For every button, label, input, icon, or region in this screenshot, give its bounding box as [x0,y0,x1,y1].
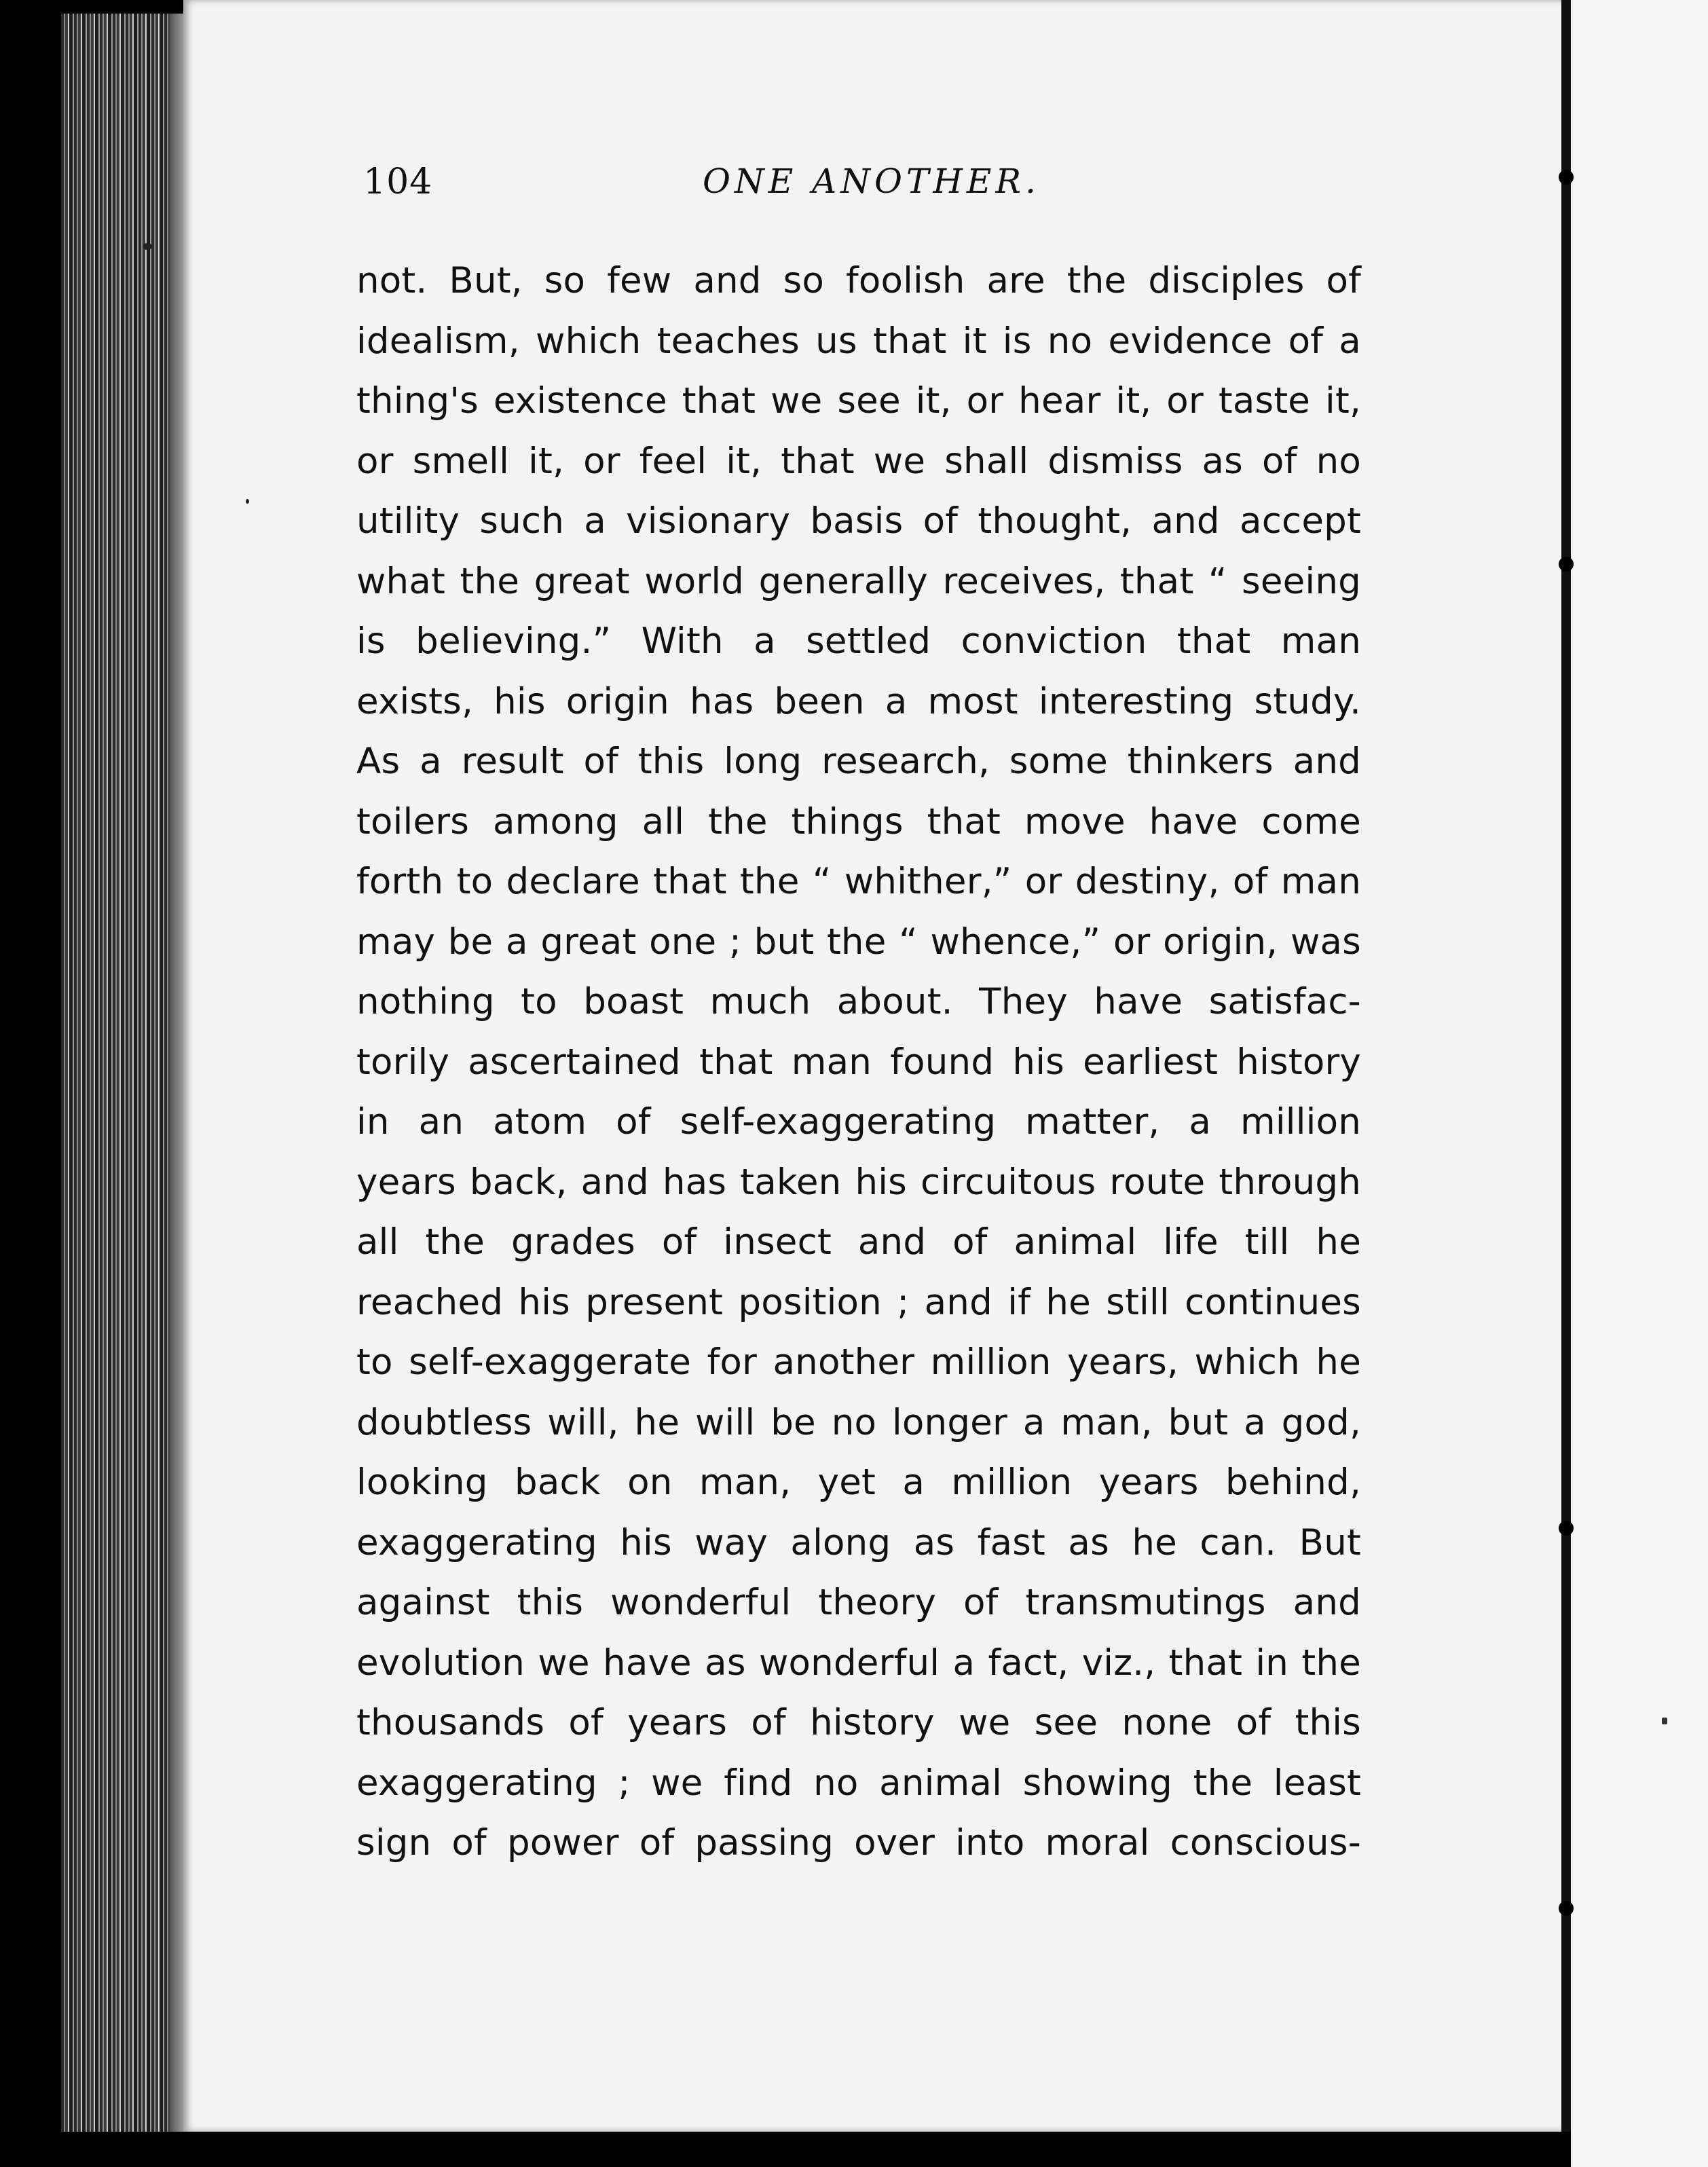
text-line: not. But, so few and so foolish are the disciples of [356,260,1361,301]
text-line: thousands of years of history we see none of this [356,1702,1361,1743]
scan-bottom-border [0,2132,1571,2167]
running-title: ONE ANOTHER. [703,162,1040,201]
text-line: evolution we have as wonderful a fact, viz., that in the [356,1642,1361,1684]
binding-gutter [1561,0,1571,2138]
text-line: thing's existence that we see it, or hear it, or taste it, [356,380,1361,422]
body-text [356,251,1361,1874]
text-line: exists, his origin has been a most interesting study. [356,680,1361,722]
text-line: forth to declare that the “ whither,” or destiny, of man [356,861,1361,902]
text-line: in an atom of self-exaggerating matter, a million [356,1101,1361,1143]
text-line: may be a great one ; but the “ whence,” or origin, was [356,921,1361,963]
text-line: utility such a visionary basis of thought, and accept [356,500,1361,542]
binding-thread-knot [1559,170,1574,185]
page-number: 104 [363,162,433,202]
binding-thread-knot [1559,557,1574,572]
text-line: reached his present position ; and if he still continues [356,1281,1361,1323]
running-head [363,162,1381,209]
text-line: looking back on man, yet a million years behind, [356,1462,1361,1503]
page-block-edges [61,14,190,2138]
text-line: all the grades of insect and of animal life till he [356,1221,1361,1263]
text-line: nothing to boast much about. They have satisfac- [356,981,1361,1022]
scan-speck [246,499,249,504]
text-line: exaggerating ; we find no animal showing the least [356,1762,1361,1804]
scan-speck [143,243,152,250]
text-line: against this wonderful theory of transmutings and [356,1582,1361,1623]
facing-page-mark [1662,1718,1667,1724]
text-line: is believing.” With a settled conviction that man [356,621,1361,662]
facing-page [1571,0,1708,2167]
text-line: idealism, which teaches us that it is no evidence of a [356,320,1361,362]
text-line: torily ascertained that man found his earliest history [356,1041,1361,1083]
binding-thread-knot [1559,1901,1574,1916]
text-line: sign of power of passing over into moral conscious- [356,1822,1361,1864]
text-line: doubtless will, he will be no longer a man, but a god, [356,1401,1361,1443]
binding-thread-knot [1559,1521,1574,1536]
text-line: exaggerating his way along as fast as he can. But [356,1521,1361,1563]
text-line: what the great world generally receives, that “ seeing [356,560,1361,602]
text-line: As a result of this long research, some thinkers and [356,741,1361,782]
text-line: or smell it, or feel it, that we shall dismiss as of no [356,440,1361,482]
text-line: to self-exaggerate for another million years, which he [356,1341,1361,1383]
text-line: years back, and has taken his circuitous route through [356,1161,1361,1203]
text-line: toilers among all the things that move have come [356,800,1361,842]
